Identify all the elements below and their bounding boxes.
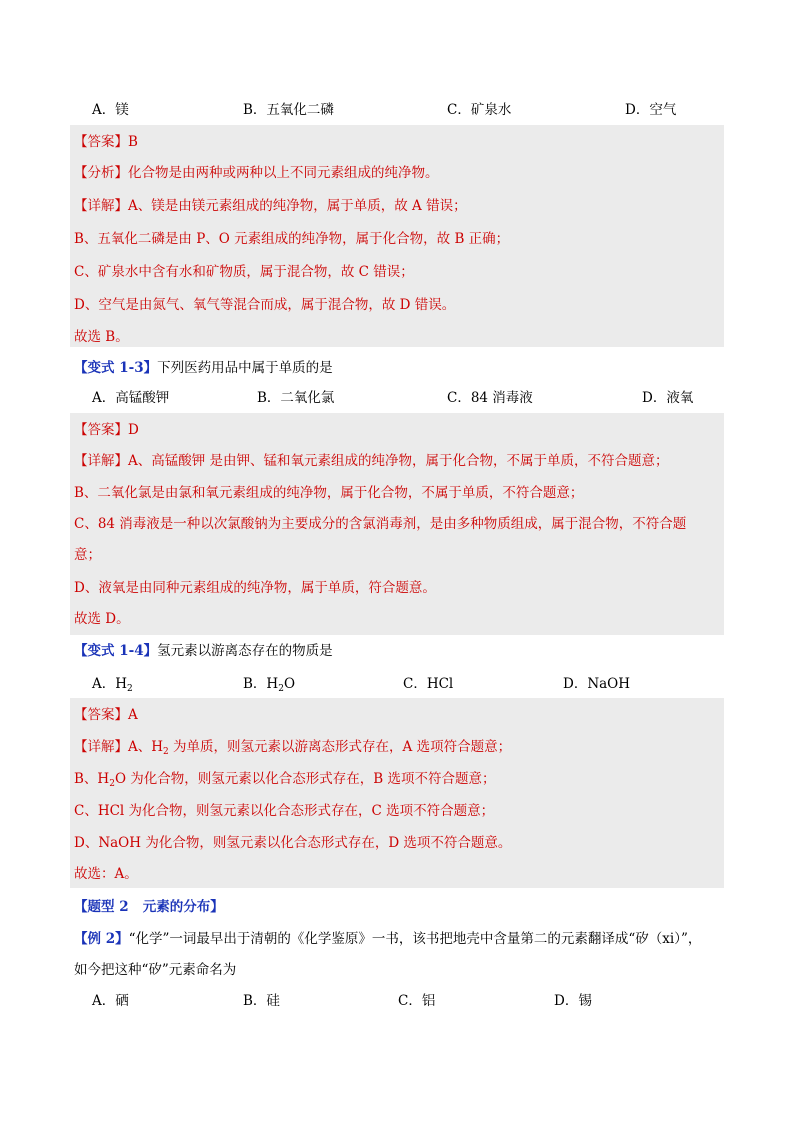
detail-line-1: 【详解】A、镁是由镁元素组成的纯净物，属于单质，故 A 错误；: [74, 198, 467, 214]
detail-line-5: 故选 B。: [74, 329, 129, 345]
option-c: C．矿泉水: [447, 102, 512, 118]
section-heading: 【题型 2 元素的分布】: [74, 899, 224, 915]
detail-line-5: 故选 D。: [74, 611, 130, 627]
option-a: A．$H_2$: [92, 676, 133, 694]
option-b: B．$H_2O$: [243, 676, 296, 694]
detail-line-4: D、NaOH 为化合物，则氢元素以化合态形式存在，D 选项不符合题意。: [74, 835, 512, 851]
option-c: C．HCl: [403, 676, 454, 692]
option-c: C．84 消毒液: [447, 390, 533, 406]
option-d: D．NaOH: [563, 676, 631, 692]
detail-line-3-cont: 意；: [74, 547, 101, 563]
detail-line-4: D、液氧是由同种元素组成的纯净物，属于单质，符合题意。: [74, 580, 436, 596]
detail-line-5: 故选：A。: [74, 866, 138, 882]
question-ex2: 【例 2】“化学”一词最早出于清朝的《化学鉴原》一书，该书把地壳中含量第二的元素翻译成“矽（xi）”，: [74, 931, 702, 947]
option-d: D．液氧: [642, 390, 694, 406]
detail-line-3: C、矿泉水中含有水和矿物质，属于混合物，故 C 错误；: [74, 264, 414, 280]
option-c: C．铝: [398, 993, 436, 1009]
option-b: B．五氧化二磷: [243, 102, 334, 118]
option-a: A．高锰酸钾: [92, 390, 170, 406]
option-d: D．空气: [625, 102, 677, 118]
detail-line-2: B、$H_2O$ 为化合物，则氢元素以化合态形式存在，B 选项不符合题意；: [74, 771, 496, 789]
detail-line-1: 【详解】A、$H_2$ 为单质，则氢元素以游离态形式存在，A 选项符合题意；: [74, 739, 512, 757]
question-v13: 【变式 1-3】下列医药用品中属于单质的是: [74, 360, 333, 376]
detail-line-3: C、HCl 为化合物，则氢元素以化合态形式存在，C 选项不符合题意；: [74, 803, 495, 819]
detail-line-2: B、二氧化氯是由氯和氧元素组成的纯净物，属于化合物，不属于单质，不符合题意；: [74, 485, 584, 501]
option-a: A．镁: [92, 102, 129, 118]
answer-block-v14: [70, 698, 724, 888]
detail-line-4: D、空气是由氮气、氧气等混合而成，属于混合物，故 D 错误。: [74, 297, 456, 313]
detail-line-2: B、五氧化二磷是由 P、O 元素组成的纯净物，属于化合物，故 B 正确；: [74, 231, 510, 247]
option-a: A．硒: [92, 993, 129, 1009]
option-b: B．二氧化氯: [257, 390, 335, 406]
question-v14: 【变式 1-4】氢元素以游离态存在的物质是: [74, 643, 333, 659]
answer-line: 【答案】D: [74, 422, 139, 438]
option-b: B．硅: [243, 993, 280, 1009]
answer-line: 【答案】A: [74, 707, 138, 723]
analysis-line: 【分析】化合物是由两种或两种以上不同元素组成的纯净物。: [74, 165, 439, 181]
answer-line: 【答案】B: [74, 134, 138, 150]
question-ex2-cont: 如今把这种“矽”元素命名为: [74, 962, 237, 978]
detail-line-1: 【详解】A、高锰酸钾 是由钾、锰和氧元素组成的纯净物，属于化合物，不属于单质，不符合题意；: [74, 453, 669, 469]
detail-line-3: C、84 消毒液是一种以次氯酸钠为主要成分的含氯消毒剂，是由多种物质组成，属于混合物，不符合题: [74, 516, 687, 532]
option-d: D．锡: [554, 993, 592, 1009]
